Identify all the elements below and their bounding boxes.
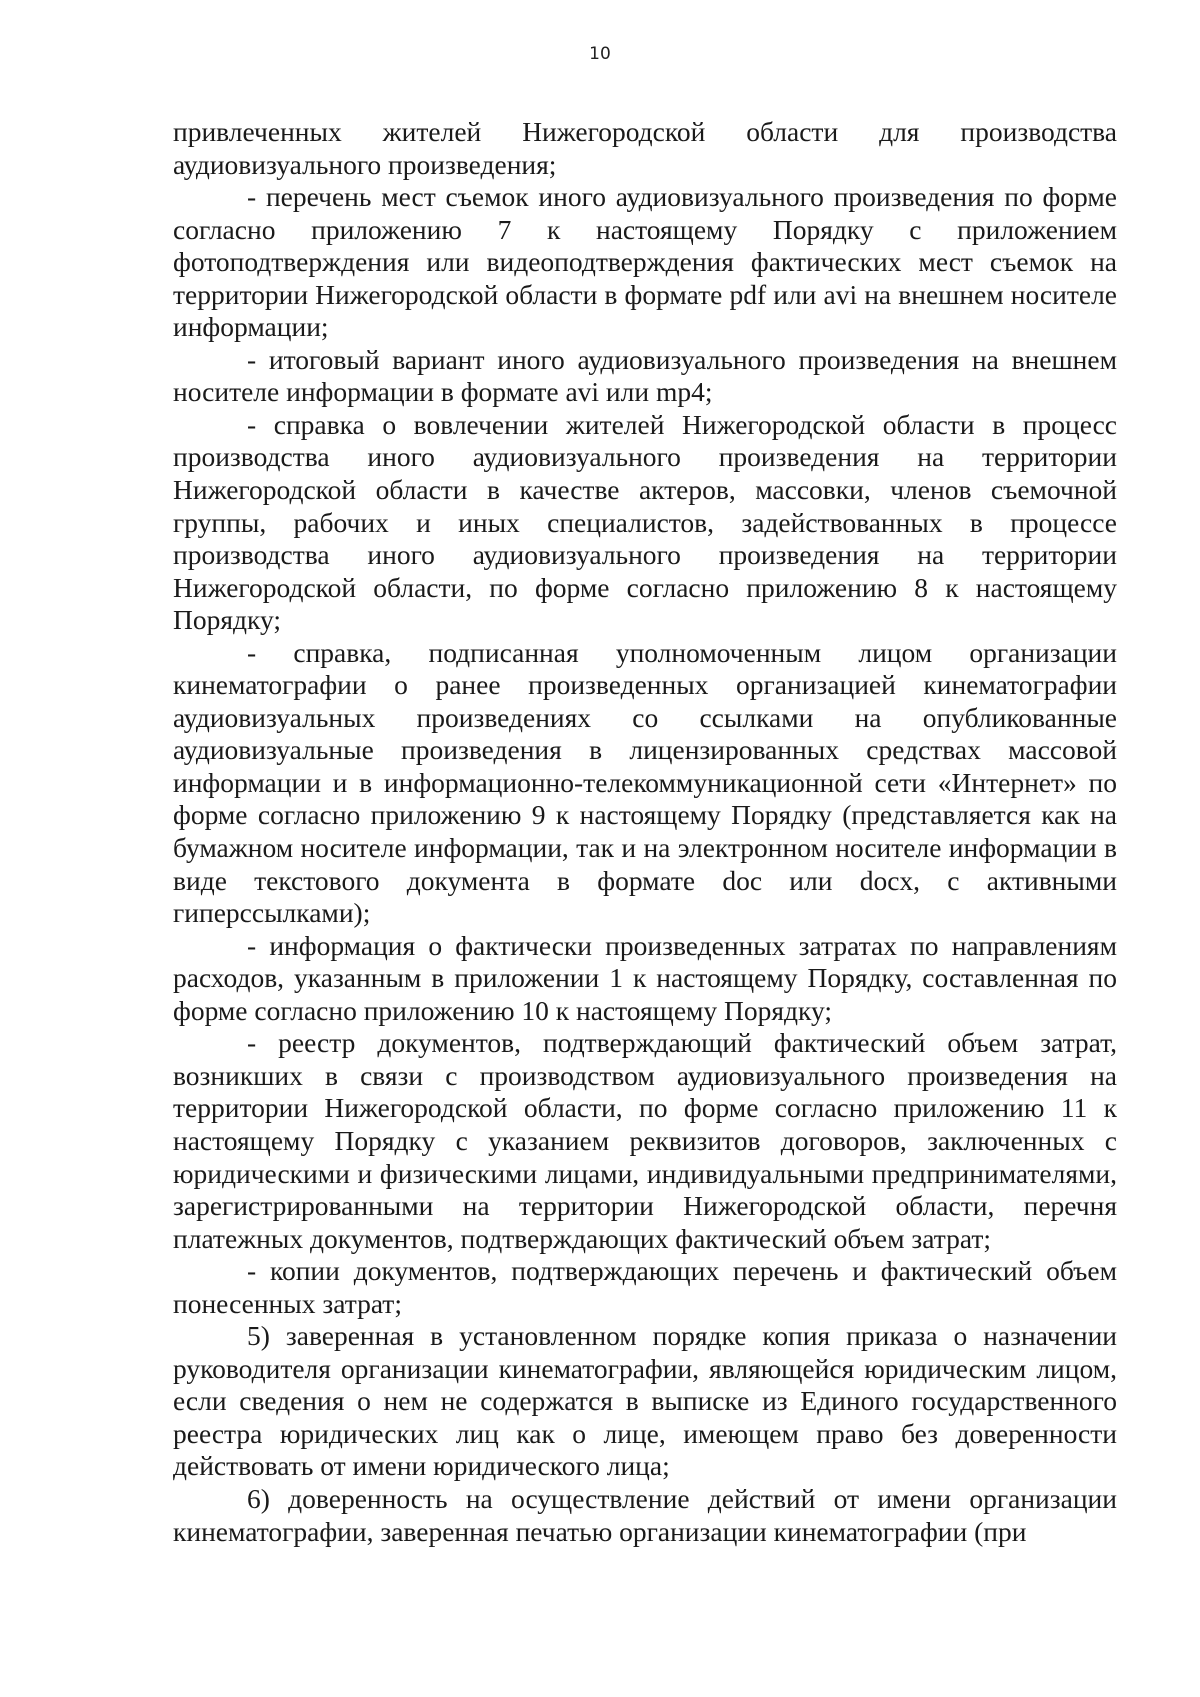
paragraph-final-version: - итоговый вариант иного аудиовизуального произведения на внешнем носителе информации в формате avi или mp4; [173,343,1117,408]
paragraph-actual-costs-info: - информация о фактически произведенных затратах по направлениям расходов, указанным в приложении 1 к настоящему Порядку, составленная по форме согласно приложению 10 к настоящему Порядку; [173,929,1117,1026]
paragraph-documents-copies: - копии документов, подтверждающих перечень и фактический объем понесенных затрат; [173,1255,1117,1319]
paragraph-documents-registry: - реестр документов, подтверждающий фактический объем затрат, возникших в связи с производством аудиовизуального произведения на территории Нижегородской области, по форме согласно приложению 11 к настоящему Порядку с указанием реквизитов договоров, заключенных с юридическими и физическими лицами, индивидуальными предпринимателями, зарегистрированными на территории Нижегородской области, перечня платежных документов, подтверждающих фактический объем затрат; [173,1027,1117,1254]
paragraph-continuation: привлеченных жителей Нижегородской области для производства аудиовизуального произведения; [173,116,1117,180]
paragraph-item-6: 6) доверенность на осуществление действий от имени организации кинематографии, заверенная печатью организации кинематографии (при [173,1482,1117,1547]
page-number: 10 [589,44,611,64]
document-body [173,116,1117,1548]
paragraph-filming-locations-list: - перечень мест съемок иного аудиовизуального произведения по форме согласно приложению 7 к настоящему Порядку с приложением фотоподтверждения или видеоподтверждения фактических мест съемок на территории Нижегородской области в формате pdf или avi на внешнем носителе информации; [173,181,1117,343]
paragraph-previous-works-certificate: - справка, подписанная уполномоченным лицом организации кинематографии о ранее произведенных организацией кинематографии аудиовизуальных произведениях со ссылками на опубликованные аудиовизуальные произведения в лицензированных средствах массовой информации и в информационно-телекоммуникационной сети «Интернет» по форме согласно приложению 9 к настоящему Порядку (представляется как на бумажном носителе информации, так и на электронном носителе информации в виде текстового документа в формате doc или docx, с активными гиперссылками); [173,636,1117,929]
paragraph-residents-involvement-certificate: - справка о вовлечении жителей Нижегородской области в процесс производства иного аудиовизуального произведения на территории Нижегородской области в качестве актеров, массовки, членов съемочной группы, рабочих и иных специалистов, задействованных в процессе производства иного аудиовизуального произведения на территории Нижегородской области, по форме согласно приложению 8 к настоящему Порядку; [173,408,1117,636]
paragraph-item-5: 5) заверенная в установленном порядке копия приказа о назначении руководителя организации кинематографии, являющейся юридическим лицом, если сведения о нем не содержатся в выписке из Единого государственного реестра юридических лиц как о лице, имеющем право без доверенности действовать от имени юридического лица; [173,1320,1117,1482]
